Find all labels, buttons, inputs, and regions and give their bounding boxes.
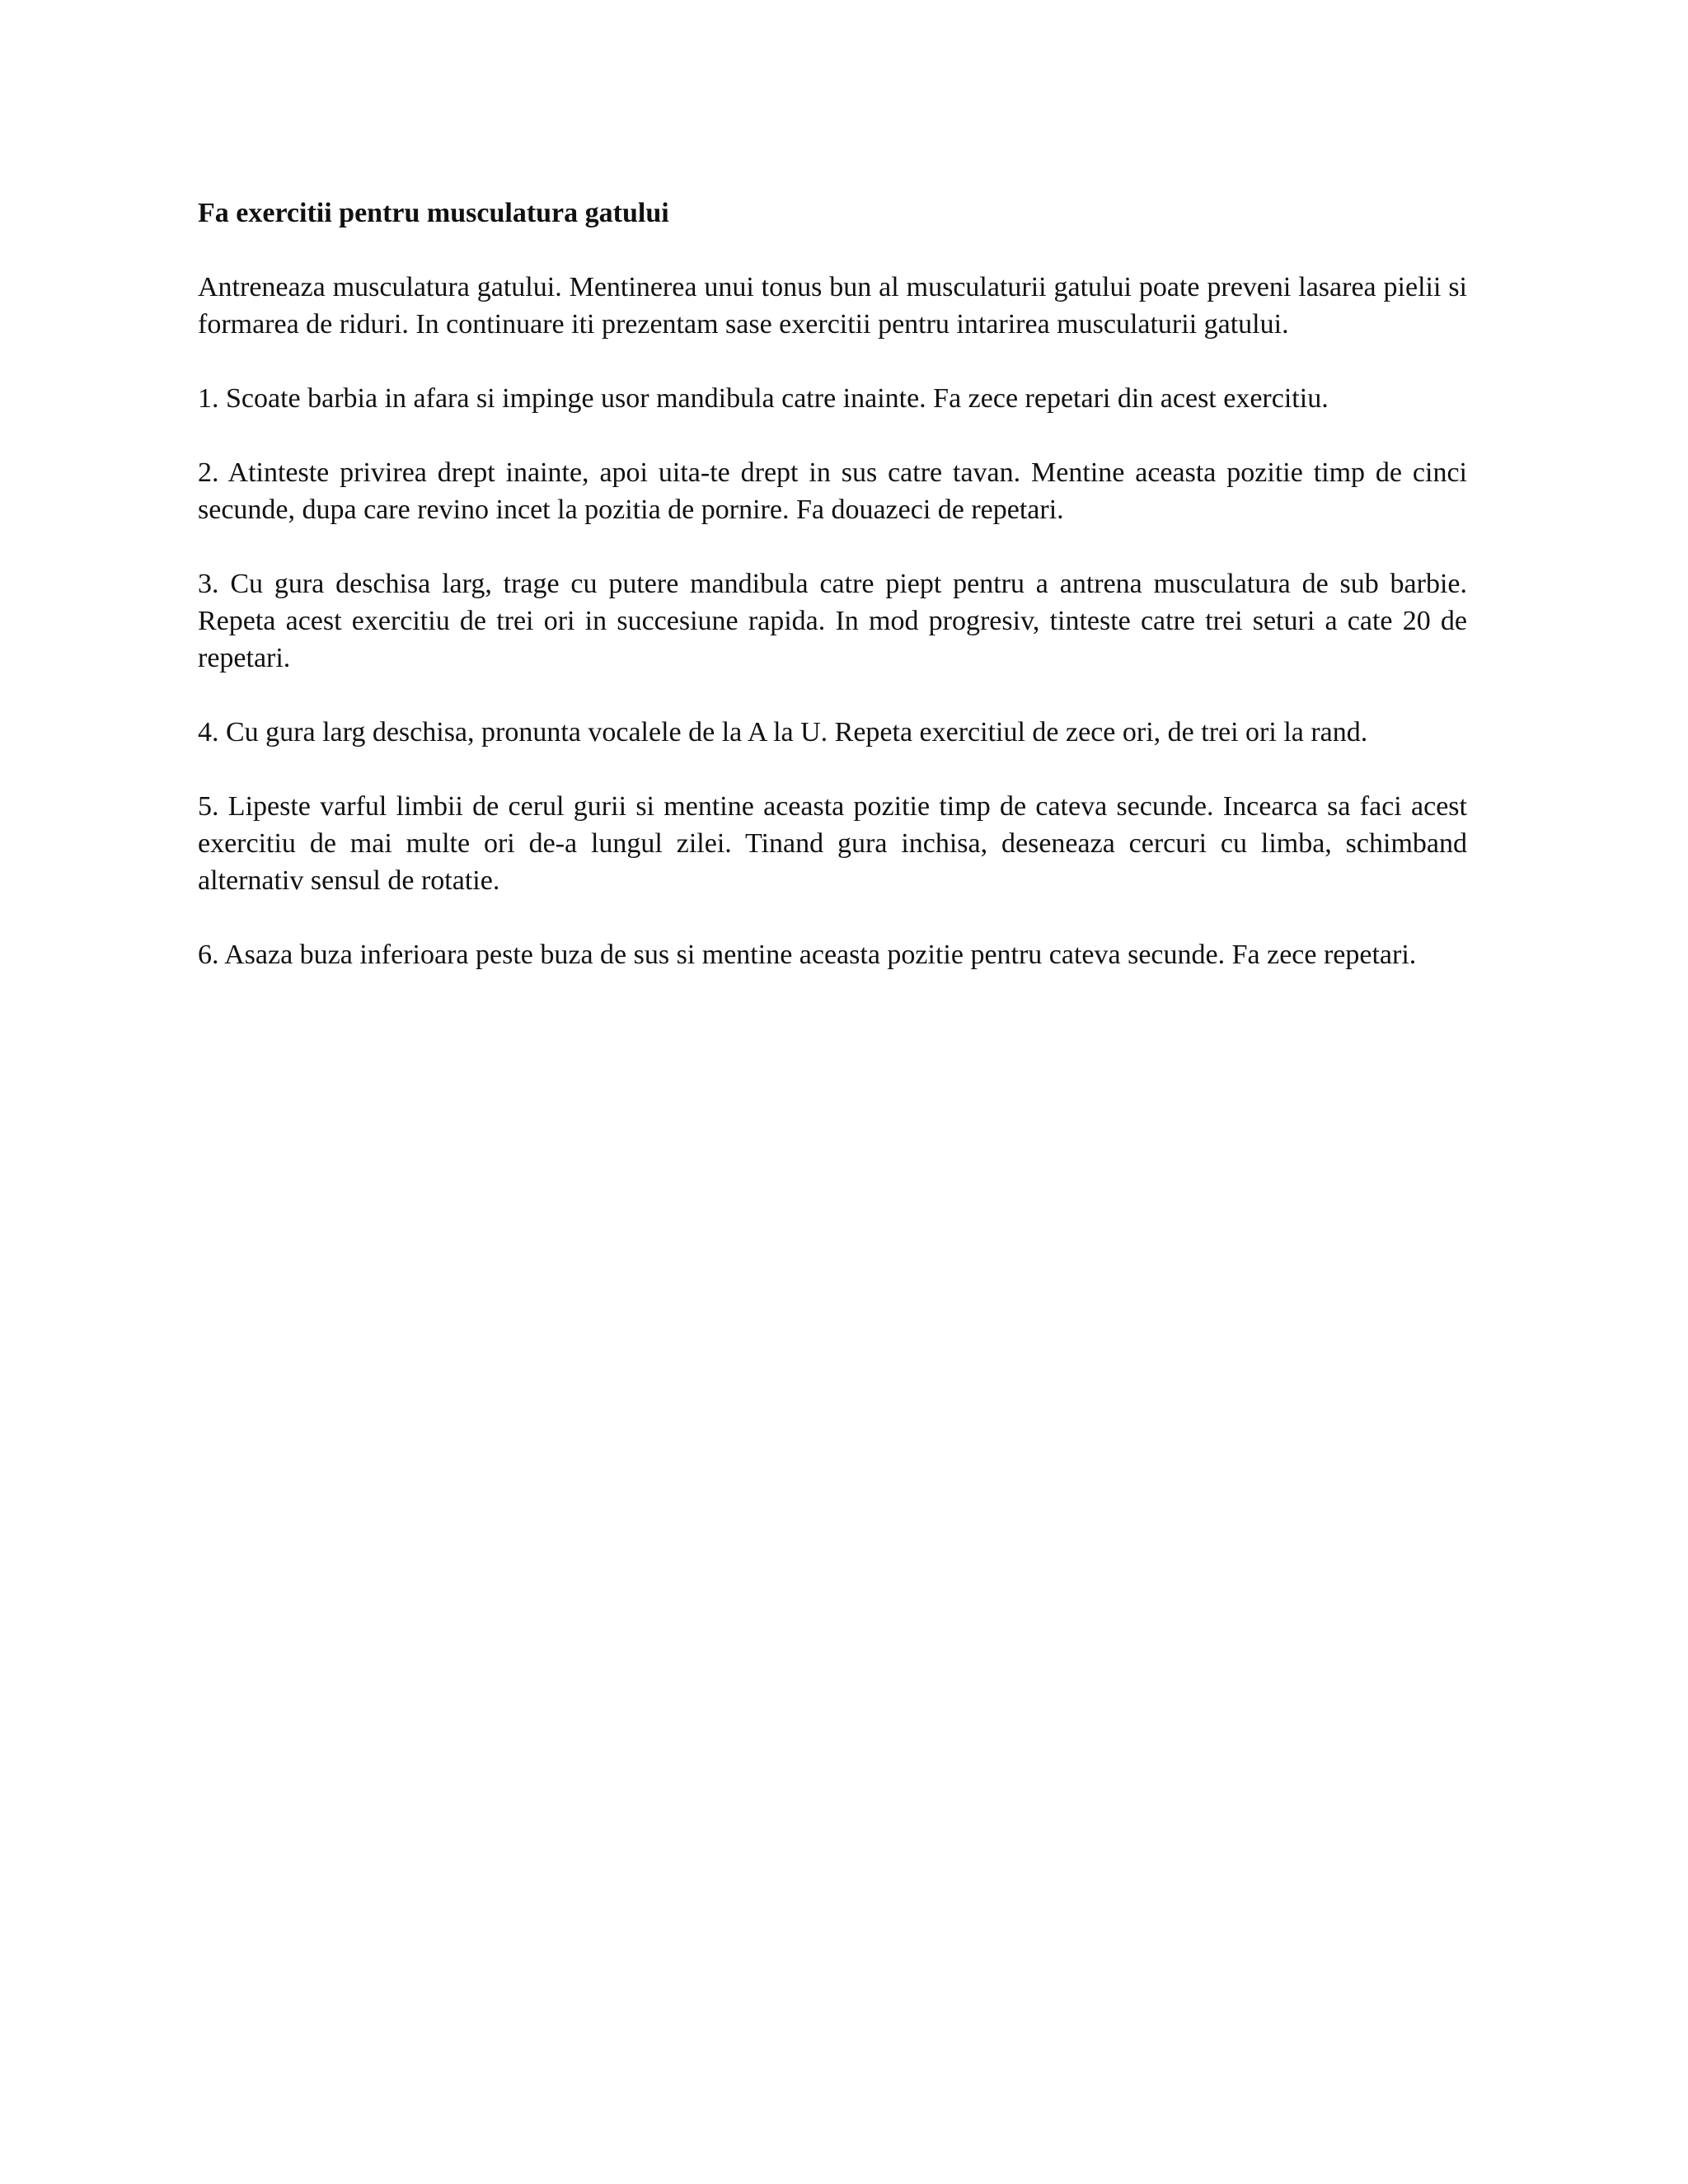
exercise-6: 6. Asaza buza inferioara peste buza de sus si mentine aceasta pozitie pentru cateva secunde. Fa zece repetari.	[198, 940, 1417, 970]
exercise-5: 5. Lipeste varful limbii de cerul gurii si mentine aceasta pozitie timp de cateva secunde. Incearca sa faci acest exercitiu de mai multe ori de-a lungul zilei. Tinand gura inchisa, deseneaza cercuri cu limba, schimband alternativ sensul de rotatie.	[198, 791, 1467, 896]
document-body	[198, 194, 1467, 1010]
exercise-3: 3. Cu gura deschisa larg, trage cu putere mandibula catre piept pentru a antrena musculatura de sub barbie. Repeta acest exercitiu de trei ori in succesiune rapida. In mod progresiv, tinteste catre trei seturi a cate 20 de repetari.	[198, 569, 1467, 673]
exercise-1: 1. Scoate barbia in afara si impinge usor mandibula catre inainte. Fa zece repetari din acest exercitiu.	[198, 383, 1329, 414]
intro-paragraph: Antreneaza musculatura gatului. Mentinerea unui tonus bun al musculaturii gatului poate preveni lasarea pielii si formarea de riduri. In continuare iti prezentam sase exercitii pentru intarirea musculaturii gatului.	[198, 272, 1467, 340]
document-title: Fa exercitii pentru musculatura gatului	[198, 198, 669, 228]
exercise-4: 4. Cu gura larg deschisa, pronunta vocalele de la A la U. Repeta exercitiul de zece ori, de trei ori la rand.	[198, 717, 1368, 748]
exercise-2: 2. Atinteste privirea drept inainte, apoi uita-te drept in sus catre tavan. Mentine aceasta pozitie timp de cinci secunde, dupa care revino incet la pozitia de pornire. Fa douazeci de repetari.	[198, 457, 1467, 525]
